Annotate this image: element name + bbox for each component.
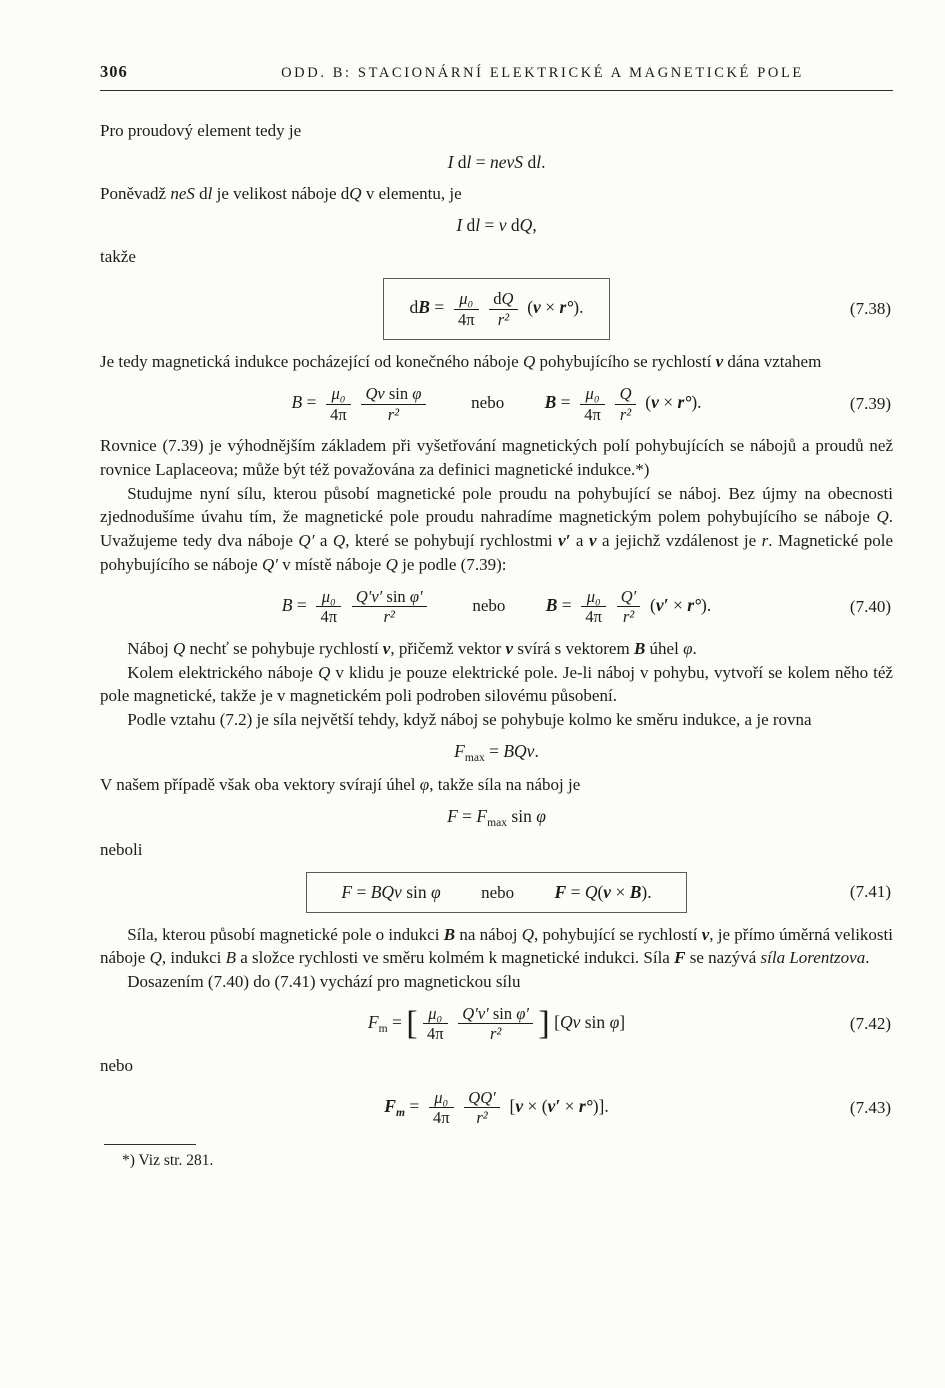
- text-run: F: [341, 881, 353, 902]
- text-run: F: [674, 948, 686, 968]
- text-run: )].: [592, 1095, 609, 1116]
- fraction: [581, 587, 606, 627]
- equation-current-element: [100, 152, 893, 173]
- text-run: Q′v′: [462, 1004, 489, 1024]
- text-run: sin: [507, 805, 537, 826]
- word-neboli: neboli: [100, 839, 143, 859]
- fraction: [615, 384, 635, 424]
- equation-7-43: [100, 1088, 893, 1128]
- text-run: =: [292, 594, 312, 615]
- paragraph-max-force: [100, 708, 893, 732]
- text-run: r°: [687, 594, 702, 615]
- text-run: d: [523, 151, 537, 172]
- text-run: Q: [522, 352, 536, 372]
- equation-expression: [447, 806, 546, 829]
- text-run: Studujme nyní sílu, kterou působí magnetické pole proudu na pohybující se náboj. Bez újmy na obecnosti zjednodušíme úvahu tím, že magnetické pole proudu nahradíme magnetickým polem pohybujícího se náboje: [100, 483, 893, 527]
- text-run: =: [457, 805, 477, 826]
- text-run: φ: [419, 775, 430, 794]
- text-run: B: [629, 881, 642, 902]
- equation-7-40: [100, 587, 893, 627]
- text-run: φ: [431, 881, 441, 902]
- text-run: Q: [519, 214, 533, 235]
- text-run: Dosazením (7.40) do (7.41) vychází pro magnetickou sílu: [127, 972, 521, 992]
- text-run: (: [522, 297, 534, 318]
- equation-charge-element: [100, 215, 893, 236]
- text-run: 4π: [330, 404, 347, 424]
- text-run: Rovnice (7.39) je výhodnějším základem při vyšetřování magnetických polí pohybujících se nábojů a proudů než rovnice Laplaceova; může být též považována za definici magnetické indukce.*): [100, 436, 893, 479]
- text-run: v′: [655, 594, 669, 615]
- text-run: ).: [701, 594, 712, 615]
- text-run: I: [456, 214, 463, 235]
- text-run: φ′: [516, 1004, 530, 1024]
- text-run: ]: [619, 1012, 626, 1032]
- equation-f-sin: [100, 806, 893, 829]
- text-run: síla Lorentzova: [760, 948, 866, 968]
- paragraph-equation-advantage: [100, 434, 893, 482]
- text-run: r²: [497, 309, 510, 329]
- text-run: I: [447, 151, 454, 172]
- text-run: , pohybující se rychlostí: [533, 924, 702, 944]
- text-run: svírá s vektorem: [513, 638, 634, 658]
- text-run: F: [384, 1095, 396, 1116]
- paragraph-angle-case: [100, 773, 893, 797]
- equation-expression: [291, 384, 430, 424]
- text-run: v: [603, 881, 612, 902]
- text-run: × (: [523, 1095, 548, 1116]
- text-run: .: [541, 151, 546, 172]
- text-run: φ: [412, 384, 422, 404]
- text-run: ×: [540, 297, 560, 318]
- text-run: d: [506, 214, 520, 235]
- text-run: =: [566, 881, 585, 902]
- fraction: [361, 384, 425, 424]
- text-run: .: [865, 948, 870, 968]
- text-run: μ₀: [428, 1004, 443, 1024]
- text-run: v′: [547, 1095, 561, 1116]
- running-title: ODD. B: STACIONÁRNÍ ELEKTRICKÉ A MAGNETICKÉ POLE: [281, 65, 804, 81]
- fraction: [617, 587, 641, 627]
- text-run: ×: [560, 1095, 579, 1116]
- equation-7-41: [100, 872, 893, 913]
- text-run: Q: [619, 384, 632, 404]
- text-run: je velikost náboje d: [212, 183, 350, 203]
- equation-expression: [555, 882, 652, 903]
- text-run: v: [505, 638, 514, 658]
- text-run: . Magnetické pole pohybujícího se náboje: [100, 531, 894, 575]
- equation-expression: [545, 384, 702, 424]
- text-run: B: [291, 392, 303, 413]
- equation-fmax: [100, 741, 893, 764]
- text-run: φ′: [409, 586, 423, 606]
- text-run: F: [367, 1012, 379, 1032]
- text-run: .: [534, 740, 539, 761]
- text-run: Q′: [620, 586, 637, 606]
- equation-expression: [384, 1088, 608, 1128]
- text-run: sin: [382, 586, 410, 606]
- text-run: r°: [677, 392, 692, 413]
- text-run: Q: [172, 638, 186, 658]
- fraction: [423, 1004, 448, 1044]
- equation-expression: [454, 741, 539, 764]
- text-run: 4π: [432, 1108, 450, 1128]
- text-run: B: [281, 594, 293, 615]
- text-run: B: [633, 638, 646, 658]
- equation-number-7-41: (7.41): [849, 882, 891, 902]
- text-run: =: [387, 1012, 407, 1032]
- paragraph-charge-element: [100, 182, 893, 206]
- text-run: μ₀: [434, 1087, 449, 1107]
- equation-7-42: [100, 1004, 893, 1044]
- paragraph-charge-motion: [100, 637, 893, 661]
- text-run: r: [761, 531, 769, 551]
- text-run: 4π: [584, 404, 601, 424]
- word-nebo-separator: nebo: [472, 595, 506, 615]
- text-run: d: [194, 183, 208, 203]
- text-run: =: [556, 392, 575, 413]
- text-run: ×: [658, 392, 678, 413]
- text-run: r²: [622, 607, 635, 627]
- text-run: ).: [641, 881, 652, 902]
- text-run: sin: [384, 384, 413, 404]
- text-run: ).: [573, 297, 584, 318]
- text-run: max: [464, 752, 485, 764]
- text-run: d: [453, 151, 467, 172]
- text-run: =: [484, 740, 504, 761]
- text-run: d: [462, 214, 476, 235]
- text-run: ×: [668, 594, 688, 615]
- text-run: nevS: [490, 151, 524, 172]
- text-run: BQv: [503, 740, 535, 761]
- text-run: r°: [559, 297, 574, 318]
- text-run: pohybujícího se rychlostí: [535, 352, 716, 372]
- footnote-text: *) Viz str. 281.: [122, 1151, 214, 1169]
- text-run: l: [536, 151, 542, 172]
- text-run: BQv: [370, 881, 402, 902]
- text-run: QQ′: [468, 1087, 496, 1107]
- text-run: 4π: [585, 607, 603, 627]
- paragraph-force-study: [100, 482, 893, 577]
- text-run: m: [378, 1023, 388, 1036]
- text-run: a: [570, 531, 589, 551]
- text-run: sin: [488, 1004, 517, 1024]
- equation-number-7-43: (7.43): [849, 1097, 891, 1117]
- text-run: (: [597, 881, 604, 902]
- text-run: Q: [385, 555, 398, 575]
- text-run: nechť se pohybuje rychlostí: [185, 638, 383, 658]
- text-run: B: [225, 948, 236, 968]
- text-run: Qv: [365, 384, 385, 404]
- text-run: μ₀: [586, 586, 601, 606]
- text-run: Q′v′: [355, 586, 383, 606]
- text-run: μ₀: [321, 586, 336, 606]
- word-nebo: nebo: [100, 1055, 134, 1075]
- text-run: r²: [489, 1024, 502, 1044]
- fraction: [580, 384, 605, 424]
- text-run: (: [640, 392, 652, 413]
- text-run: a: [314, 531, 333, 551]
- text-run: v: [701, 924, 710, 944]
- fraction: [316, 587, 341, 627]
- text-run: [: [549, 1012, 560, 1032]
- text-run: neS: [170, 183, 195, 203]
- text-run: d: [493, 289, 502, 309]
- text-run: dána vztahem: [723, 352, 822, 372]
- equation-expression: [410, 289, 584, 329]
- footnote-rule: [104, 1144, 196, 1145]
- text-run: 4π: [426, 1024, 444, 1044]
- text-run: Podle vztahu (7.2) je síla největší tehdy, když náboj se pohybuje kolmo ke směru indukce, a je rovna: [127, 710, 812, 730]
- text-run: úhel: [645, 638, 684, 658]
- equation-7-38: [100, 278, 893, 340]
- footnote: [100, 1144, 893, 1170]
- text-run: φ: [609, 1012, 620, 1032]
- page-header: [100, 62, 893, 82]
- text-run: v: [498, 214, 507, 235]
- text-run: d: [409, 297, 419, 318]
- text-run: Je tedy magnetická indukce pocházející od konečného náboje: [100, 352, 523, 372]
- equation-number-7-42: (7.42): [849, 1013, 891, 1033]
- text-run: Náboj: [127, 638, 173, 658]
- text-run: φ: [683, 638, 693, 658]
- text-run: se nazývá: [685, 948, 761, 968]
- fraction: [429, 1088, 454, 1128]
- text-run: 4π: [457, 309, 475, 329]
- text-run: (: [645, 594, 656, 615]
- text-run: φ: [536, 805, 546, 826]
- text-run: μ₀: [331, 384, 346, 404]
- equation-7-39: [100, 384, 893, 424]
- text-run: v místě náboje: [277, 555, 386, 575]
- equation-expression: [546, 587, 711, 627]
- text-run: Q: [521, 924, 534, 944]
- text-run: r°: [578, 1095, 593, 1116]
- text-run: 4π: [320, 607, 338, 627]
- text-run: sin: [580, 1012, 610, 1032]
- text-run: Q′: [261, 555, 278, 575]
- equation-expression: [368, 1004, 625, 1044]
- equation-expression: [282, 587, 432, 627]
- fraction: [352, 587, 427, 627]
- text-run: F: [476, 805, 488, 826]
- text-run: Q: [876, 507, 889, 527]
- header-rule: [100, 90, 893, 91]
- text-run: m: [395, 1106, 405, 1119]
- text-run: =: [471, 151, 491, 172]
- text-run: ,: [532, 214, 537, 235]
- text-run: Q: [501, 289, 514, 309]
- text-run: v: [382, 638, 391, 658]
- text-run: , indukci: [161, 948, 226, 968]
- text-run: μ₀: [459, 289, 474, 309]
- equation-number-7-39: (7.39): [849, 394, 891, 414]
- fraction: [464, 1088, 500, 1128]
- text-run: B: [544, 392, 557, 413]
- text-run: Síla, kterou působí magnetické pole o indukci: [127, 924, 444, 944]
- text-run: v′: [558, 531, 571, 551]
- paragraph-substitution: [100, 970, 893, 994]
- fraction: [458, 1004, 533, 1044]
- text-run: v: [533, 297, 541, 318]
- text-run: ).: [691, 392, 702, 413]
- text-run: a složce rychlosti ve směru kolmém k magnetické indukci. Síla: [236, 948, 675, 968]
- text-run: F: [447, 805, 458, 826]
- text-run: [: [406, 1004, 418, 1042]
- text-run: Q: [149, 948, 162, 968]
- text-run: B: [418, 297, 430, 318]
- paragraph-induction-statement: [100, 350, 893, 374]
- text-run: v: [715, 352, 724, 372]
- text-run: Q: [318, 662, 331, 682]
- equation-box-7-41: [306, 872, 686, 913]
- text-run: , takže síla na náboj je: [429, 775, 581, 794]
- text-run: . Uvažujeme tedy dva náboje: [100, 507, 893, 551]
- text-run: μ₀: [585, 384, 600, 404]
- text-run: Pro proudový element tedy je: [100, 121, 302, 140]
- text-run: Q′: [298, 531, 315, 551]
- fraction: [454, 289, 479, 329]
- paragraph-electric-field: [100, 661, 893, 709]
- text-run: B: [443, 924, 456, 944]
- fraction: [489, 289, 517, 329]
- text-run: v: [651, 392, 659, 413]
- text-run: Kolem elektrického náboje: [127, 662, 319, 682]
- text-run: Q: [332, 531, 346, 551]
- text-run: F: [554, 881, 567, 902]
- text-run: l: [466, 151, 472, 172]
- text-run: V našem případě však oba vektory svírají úhel: [100, 775, 420, 794]
- text-run: =: [302, 392, 321, 413]
- page-body: [100, 119, 893, 1128]
- fraction: [326, 384, 351, 424]
- text-run: =: [557, 594, 577, 615]
- text-run: r²: [476, 1108, 488, 1128]
- equation-number-7-38: (7.38): [849, 299, 891, 319]
- text-run: v elementu, je: [361, 183, 462, 203]
- text-run: sin: [401, 881, 432, 902]
- equation-expression: [341, 882, 440, 903]
- text-run: max: [487, 816, 508, 829]
- equation-expression: [448, 152, 546, 173]
- text-run: v klidu je pouze elektrické pole. Je-li náboj v pohybu, vytvoří se kolem něho též pole magnetické, takže je v magnetickém poli podroben silovému působení.: [100, 662, 893, 706]
- text-run: v: [588, 531, 597, 551]
- text-run: =: [429, 297, 449, 318]
- text-run: je podle (7.39):: [397, 555, 507, 575]
- text-run: a jejichž vzdálenost je: [596, 531, 762, 551]
- paragraph-lorentz-force: [100, 923, 893, 971]
- text-run: , je přímo úměrná velikosti náboje: [100, 924, 893, 968]
- text-run: .: [692, 638, 697, 658]
- text-run: Poněvadž: [100, 183, 171, 203]
- text-run: =: [480, 214, 499, 235]
- equation-box-7-38: [383, 278, 611, 340]
- text-run: Q: [349, 183, 362, 203]
- equation-expression: [456, 215, 536, 236]
- text-run: [: [505, 1095, 516, 1116]
- text-run: r²: [387, 404, 400, 424]
- text-run: , přičemž vektor: [390, 638, 506, 658]
- text-run: r²: [383, 607, 395, 627]
- word-nebo-separator: nebo: [471, 393, 505, 413]
- text-run: =: [352, 881, 371, 902]
- text-run: ]: [538, 1004, 550, 1042]
- page-number: 306: [100, 62, 128, 81]
- text-run: l: [207, 183, 213, 203]
- text-run: F: [454, 740, 465, 761]
- text-run: ×: [611, 881, 630, 902]
- equation-number-7-40: (7.40): [849, 596, 891, 616]
- text-run: r²: [619, 404, 632, 424]
- paragraph-current-element-intro: [100, 119, 893, 143]
- text-run: v: [515, 1095, 524, 1116]
- text-run: B: [545, 594, 558, 615]
- text-run: l: [475, 214, 481, 235]
- text-run: Q: [584, 881, 598, 902]
- word-nebo-separator: nebo: [481, 882, 515, 902]
- word-takze: takže: [100, 246, 136, 266]
- text-run: na náboj: [455, 924, 522, 944]
- text-run: Qv: [559, 1012, 581, 1032]
- text-run: =: [404, 1095, 424, 1116]
- text-run: , které se pohybují rychlostmi: [345, 531, 559, 551]
